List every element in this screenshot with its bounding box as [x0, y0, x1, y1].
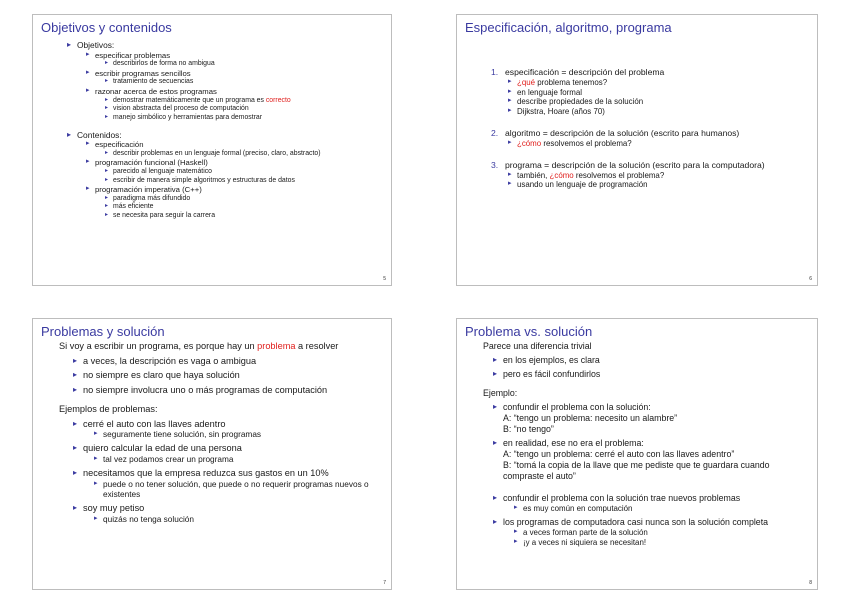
paragraph	[483, 341, 799, 352]
item-text: B: “tomá la copia de la llave que me pediste que te guardara cuando compraste el auto”	[503, 459, 770, 481]
item-text: soy muy petiso	[83, 503, 145, 514]
list-item	[83, 468, 373, 480]
dialogue-line	[503, 460, 799, 482]
sub-sub-list-item	[113, 150, 373, 159]
highlighted-word: correcto	[265, 96, 291, 104]
sub-list-item	[517, 171, 799, 181]
text-segment: resolvemos el problema?	[541, 138, 632, 148]
list-item	[83, 356, 373, 368]
slide-title: Problemas y solución	[41, 324, 165, 339]
sub-list-item	[95, 69, 373, 79]
list-item	[503, 369, 799, 380]
item-text: Contenidos:	[77, 129, 122, 140]
sub-sub-list-item	[113, 212, 373, 221]
slide-content	[457, 67, 817, 190]
item-text: Dijkstra, Hoare (años 70)	[517, 107, 605, 117]
item-text: manejo simbólico y herramientas para demostrar	[113, 113, 263, 121]
dialogue-line	[503, 424, 799, 435]
list-item	[83, 385, 373, 397]
slide-title: Especificación, algoritmo, programa	[465, 20, 672, 35]
page-number: 8	[809, 580, 812, 586]
spacer	[457, 380, 817, 388]
dialogue-line	[503, 449, 799, 460]
item-text: describir problemas en un lenguaje formal (preciso, claro, abstracto)	[113, 149, 321, 157]
list-item	[503, 355, 799, 366]
paragraph	[483, 388, 799, 399]
spacer	[457, 117, 817, 128]
text-segment: demostrar matemáticamente que un programa es	[113, 96, 266, 104]
item-text: confundir el problema con la solución:	[503, 401, 651, 412]
sub-list-item	[103, 455, 373, 465]
sub-sub-list-item	[113, 114, 373, 123]
item-text: vision abstracta del proceso de computación	[113, 105, 249, 113]
item-text: confundir el problema con la solución trae nuevos problemas	[503, 492, 741, 503]
list-item	[83, 443, 373, 455]
item-text: pero es fácil confundirlos	[503, 368, 601, 379]
slide-title: Objetivos y contenidos	[41, 20, 172, 35]
item-number: 3.	[491, 159, 499, 170]
page-number: 7	[383, 580, 386, 586]
item-text: en lenguaje formal	[517, 87, 583, 97]
sub-list-item	[103, 480, 373, 501]
item-number: 1.	[491, 67, 499, 77]
item-text: tal vez podamos crear un programa	[103, 454, 234, 464]
highlighted-word: problema	[257, 341, 296, 351]
item-text: en realidad, ese no era el problema:	[503, 437, 644, 448]
sub-sub-list-item	[113, 203, 373, 212]
list-item	[503, 517, 799, 528]
text-segment: también,	[517, 170, 550, 180]
slide-problema-vs-solucion	[456, 318, 818, 590]
spacer	[33, 123, 391, 130]
item-text: a veces forman parte de la solución	[523, 527, 648, 537]
list-item	[503, 493, 799, 504]
item-text: tratamiento de secuencias	[113, 78, 194, 86]
slide-content	[457, 341, 817, 547]
item-text: programa = descripción de la solución (escrito para la computadora)	[505, 159, 765, 170]
sub-list-item	[517, 78, 799, 88]
list-item	[503, 438, 799, 449]
item-text: escribir programas sencillos	[95, 68, 191, 78]
item-text: programación funcional (Haskell)	[95, 158, 208, 168]
sub-list-item	[517, 88, 799, 98]
sub-list-item	[95, 140, 373, 150]
highlighted-word: ¿qué	[517, 77, 536, 87]
list-item	[77, 40, 373, 51]
item-text: quiero calcular la edad de una persona	[83, 443, 242, 454]
list-item	[83, 370, 373, 382]
item-text: Ejemplo:	[483, 387, 518, 398]
sub-sub-list-item	[113, 105, 373, 114]
item-text: B: “no tengo”	[503, 423, 554, 434]
item-text: escribir de manera simple algoritmos y estructuras de datos	[113, 176, 295, 184]
sub-list-item	[517, 107, 799, 117]
text-segment: resolvemos el problema?	[573, 170, 665, 180]
sub-sub-list-item	[113, 78, 373, 87]
sub-list-item	[517, 180, 799, 190]
item-text: es muy común en computación	[523, 503, 633, 513]
text-segment: problema tenemos?	[535, 77, 608, 87]
item-text: más eficiente	[113, 203, 154, 211]
item-text: seguramente tiene solución, sin programas	[103, 430, 262, 439]
item-text: A: “tengo un problema: necesito un alambre”	[503, 412, 678, 423]
item-text: especificación = descripción del problema	[505, 67, 665, 77]
item-text: algoritmo = descripción de la solución (escrito para humanos)	[505, 128, 740, 139]
item-text: razonar acerca de estos programas	[95, 87, 217, 97]
sub-sub-list-item	[113, 177, 373, 186]
item-text: no siempre es claro que haya solución	[83, 370, 240, 380]
list-item	[503, 402, 799, 413]
item-text: no siempre involucra uno o más programas de computación	[83, 384, 328, 395]
slide-objetivos-y-contenidos	[32, 14, 392, 286]
spacer	[457, 149, 817, 160]
spacer	[33, 396, 391, 404]
item-text: Ejemplos de problemas:	[59, 404, 158, 414]
item-text: a veces, la descripción es vaga o ambigua	[83, 355, 257, 366]
sub-list-item	[517, 139, 799, 149]
item-text: en los ejemplos, es clara	[503, 354, 600, 365]
highlighted-word: ¿cómo	[549, 170, 574, 180]
slide-especificacion-algoritmo-programa	[456, 14, 818, 286]
item-text: Objetivos:	[77, 40, 115, 50]
paragraph	[59, 404, 373, 416]
list-item	[77, 130, 373, 141]
text-segment: a resolver	[295, 341, 339, 351]
slide-problemas-y-solucion	[32, 318, 392, 590]
item-text: especificar problemas	[95, 50, 171, 60]
sub-list-item	[517, 97, 799, 107]
item-text: describe propiedades de la solución	[517, 97, 644, 107]
page-number: 5	[383, 276, 386, 282]
item-text: usando un lenguaje de programación	[517, 180, 648, 190]
item-text: especificación	[95, 140, 144, 150]
sub-list-item	[95, 185, 373, 195]
item-text: necesitamos que la empresa reduzca sus gastos en un 10%	[83, 468, 329, 479]
highlighted-word: ¿cómo	[517, 138, 542, 148]
item-text: paradigma más difundido	[113, 194, 191, 202]
sub-list-item	[95, 87, 373, 97]
dialogue-line	[503, 413, 799, 424]
item-text: ¡y a veces ni siquiera se necesitan!	[523, 537, 647, 547]
item-text: programación imperativa (C++)	[95, 185, 202, 195]
slide-content	[33, 341, 391, 525]
sub-list-item	[103, 430, 373, 440]
text-segment: Si voy a escribir un programa, es porque hay un	[59, 341, 258, 351]
item-text: cerré el auto con las llaves adentro	[83, 418, 226, 429]
item-text: parecido al lenguaje matemático	[113, 167, 212, 175]
page-number: 6	[809, 276, 812, 282]
item-text: describirlos de forma no ambigua	[113, 60, 215, 68]
item-text: puede o no tener solución, que puede o no requerir programas nuevos o existentes	[103, 479, 369, 500]
slide-title: Problema vs. solución	[465, 324, 593, 339]
sub-sub-list-item	[113, 195, 373, 204]
item-text: Parece una diferencia trivial	[483, 341, 592, 351]
spacer	[457, 482, 817, 490]
slide-content	[33, 40, 391, 221]
sub-list-item	[523, 504, 799, 514]
numbered-item	[491, 67, 799, 78]
item-number: 2.	[491, 128, 499, 139]
item-text: los programas de computadora casi nunca son la solución completa	[503, 516, 769, 527]
sub-sub-list-item	[113, 60, 373, 69]
sub-list-item	[95, 158, 373, 168]
numbered-item	[491, 128, 799, 139]
sub-list-item	[523, 538, 799, 548]
numbered-item	[491, 159, 799, 171]
item-text: A: “tengo un problema: cerré el auto con las llaves adentro”	[503, 448, 735, 459]
item-text: quizás no tenga solución	[103, 514, 194, 524]
list-item	[83, 503, 373, 515]
list-item	[83, 419, 373, 431]
item-text: se necesita para seguir la carrera	[113, 212, 216, 220]
paragraph	[59, 341, 373, 353]
sub-sub-list-item	[113, 97, 373, 106]
sub-sub-list-item	[113, 168, 373, 177]
sub-list-item	[95, 51, 373, 61]
sub-list-item	[523, 528, 799, 538]
sub-list-item	[103, 515, 373, 525]
